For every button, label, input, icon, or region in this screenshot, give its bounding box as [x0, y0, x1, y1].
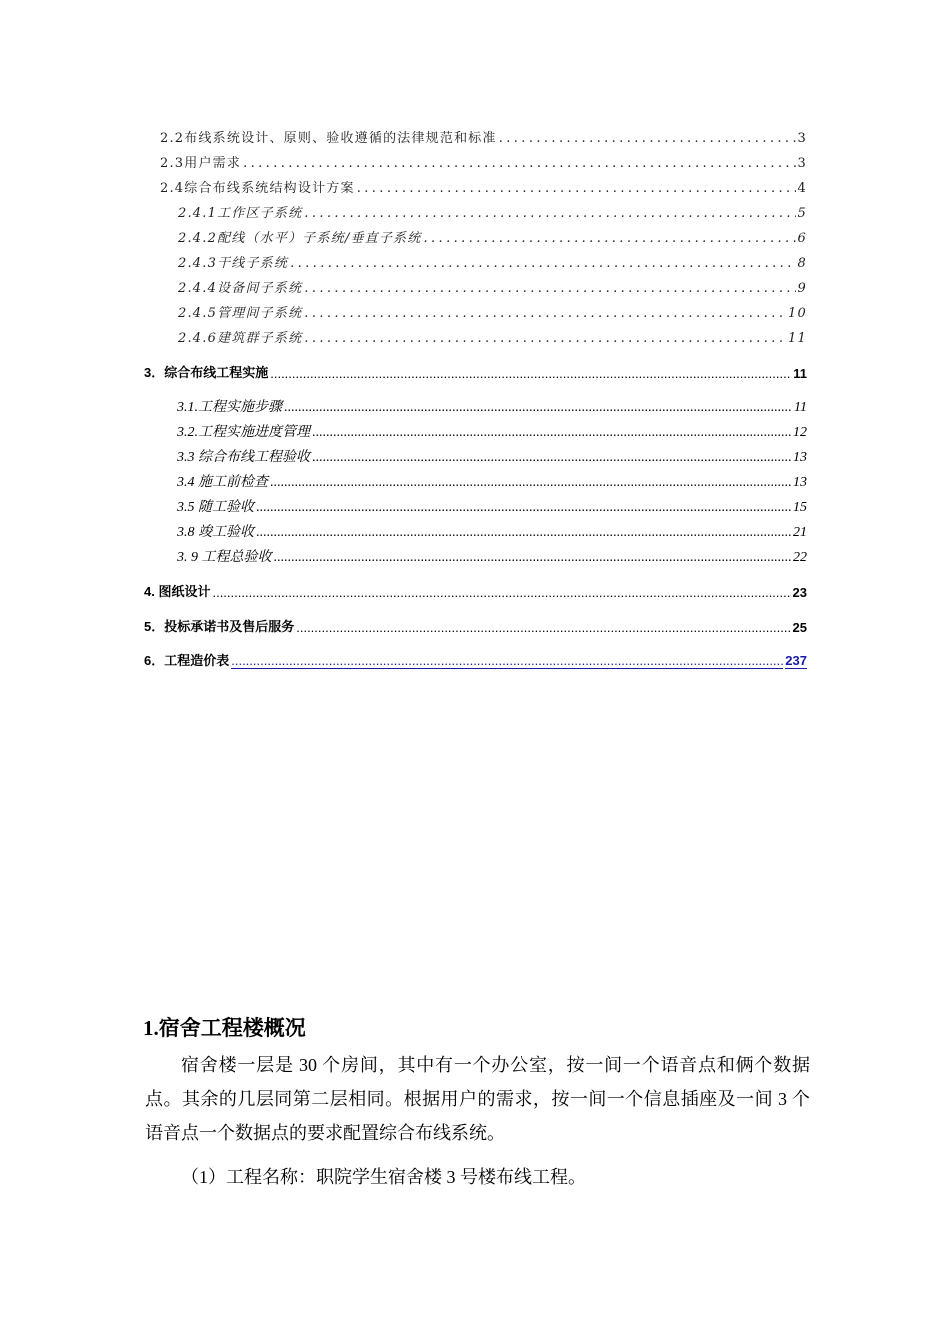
toc-leader-dots — [423, 228, 795, 246]
toc-entry[interactable] — [0, 613, 950, 635]
toc-entry-page: 10 — [788, 306, 807, 321]
toc-entry[interactable] — [0, 419, 950, 441]
toc-entry[interactable] — [0, 224, 950, 246]
toc-entry[interactable] — [0, 149, 950, 171]
list-item: （1）工程名称：职院学生宿舍楼 3 号楼布线工程。 — [181, 1167, 586, 1187]
toc-entry-title: 2.4.2配线（水平）子系统/垂直子系统 — [178, 231, 422, 246]
toc-leader-dots — [312, 423, 791, 441]
toc-entry-page: 25 — [792, 620, 807, 635]
toc-entry-page: 9 — [797, 281, 807, 296]
toc-leader-dots — [290, 253, 795, 271]
toc-entry-page: 13 — [793, 475, 807, 490]
toc-entry-link[interactable] — [0, 647, 950, 669]
toc-entry-page: 11 — [793, 366, 807, 381]
toc-leader-dots — [274, 548, 792, 566]
toc-entry-title: 2.4.4设备间子系统 — [178, 281, 303, 296]
toc-leader-dots — [304, 278, 795, 296]
toc-leader-dots — [270, 363, 791, 381]
toc-entry[interactable] — [0, 494, 950, 516]
toc-entry[interactable] — [0, 324, 950, 346]
toc-entry-title: 2.2布线系统设计、原则、验收遵循的法律规范和标准 — [160, 131, 497, 146]
toc-entry-title: 3.8 竣工验收 — [177, 525, 254, 540]
toc-entry-title: 2.4.5管理间子系统 — [178, 306, 303, 321]
toc-entry-title: 2.4.6建筑群子系统 — [178, 331, 303, 346]
toc-entry[interactable] — [0, 174, 950, 196]
toc-entry-page: 12 — [793, 425, 807, 440]
toc-entry-page: 6 — [797, 231, 807, 246]
toc-entry-page: 8 — [797, 256, 807, 271]
toc-leader-dots — [256, 498, 791, 516]
toc-leader-dots — [312, 448, 791, 466]
toc-entry-page: 4 — [797, 181, 807, 196]
toc-entry[interactable] — [0, 199, 950, 221]
toc-entry-title: 3.4 施工前检查 — [177, 475, 268, 490]
toc-entry[interactable] — [0, 274, 950, 296]
toc-entry-page: 3 — [797, 131, 807, 146]
toc-entry-title: 5．投标承诺书及售后服务 — [144, 619, 295, 634]
toc-entry[interactable] — [0, 124, 950, 146]
toc-entry-page[interactable]: 237 — [785, 653, 807, 668]
toc-leader-dots — [284, 398, 792, 416]
toc-entry-page: 15 — [793, 500, 807, 515]
toc-entry-page: 5 — [797, 206, 807, 221]
toc-entry-title: 2.4综合布线系统结构设计方案 — [160, 181, 355, 196]
toc-leader-dots — [243, 153, 795, 171]
toc-entry-page: 13 — [793, 450, 807, 465]
toc-entry-title: 2.3用户需求 — [160, 156, 242, 171]
toc-entry-title: 2.4.1工作区子系统 — [178, 206, 303, 221]
toc-entry-page: 11 — [788, 331, 807, 346]
toc-leader-dots — [256, 523, 791, 541]
toc-entry[interactable] — [0, 578, 950, 600]
body-paragraph: 宿舍楼一层是 30 个房间，其中有一个办公室，按一间一个语音点和俩个数据点。其余的几层同第二层相同。根据用户的需求，按一间一个信息插座及一间 3 个语音点一个数据点的要求配置综合布线系统。 — [145, 1055, 810, 1143]
toc-entry-title: 3.1.工程实施步骤 — [177, 400, 282, 415]
section-heading: 1.宿舍工程楼概况 — [143, 1016, 306, 1040]
toc-entry[interactable] — [0, 444, 950, 466]
toc-entry-page: 21 — [793, 525, 807, 540]
toc-entry-title: 3.3 综合布线工程验收 — [177, 450, 310, 465]
toc-entry-title: 3．综合布线工程实施 — [144, 365, 269, 380]
toc-leader-dots — [304, 203, 795, 221]
toc-entry-title: 6．工程造价表 — [144, 653, 230, 668]
toc-entry[interactable] — [0, 359, 950, 381]
toc-leader-dots — [304, 303, 786, 321]
toc-entry-page: 3 — [797, 156, 807, 171]
toc-entry-page: 23 — [792, 585, 807, 600]
toc-entry-page: 11 — [794, 400, 807, 415]
toc-leader-dots — [304, 328, 786, 346]
toc-entry-page: 22 — [793, 550, 807, 565]
toc-entry-title: 3.5 随工验收 — [177, 500, 254, 515]
toc-entry-title: 2.4.3干线子系统 — [178, 256, 289, 271]
toc-entry-title: 4. 图纸设计 — [144, 584, 211, 599]
toc-entry[interactable] — [0, 249, 950, 271]
toc-entry[interactable] — [0, 469, 950, 491]
toc-leader-dots — [212, 582, 790, 600]
toc-leader-dots — [357, 178, 796, 196]
toc-leader-dots[interactable] — [231, 650, 783, 669]
toc-entry[interactable] — [0, 544, 950, 566]
toc-entry-title: 3. 9 工程总验收 — [177, 550, 272, 565]
toc-leader-dots — [296, 617, 790, 635]
toc-entry[interactable] — [0, 394, 950, 416]
toc-leader-dots — [270, 473, 791, 491]
toc-entry[interactable] — [0, 519, 950, 541]
toc-entry-title: 3.2.工程实施进度管理 — [177, 425, 310, 440]
toc-entry[interactable] — [0, 299, 950, 321]
toc-leader-dots — [499, 128, 796, 146]
